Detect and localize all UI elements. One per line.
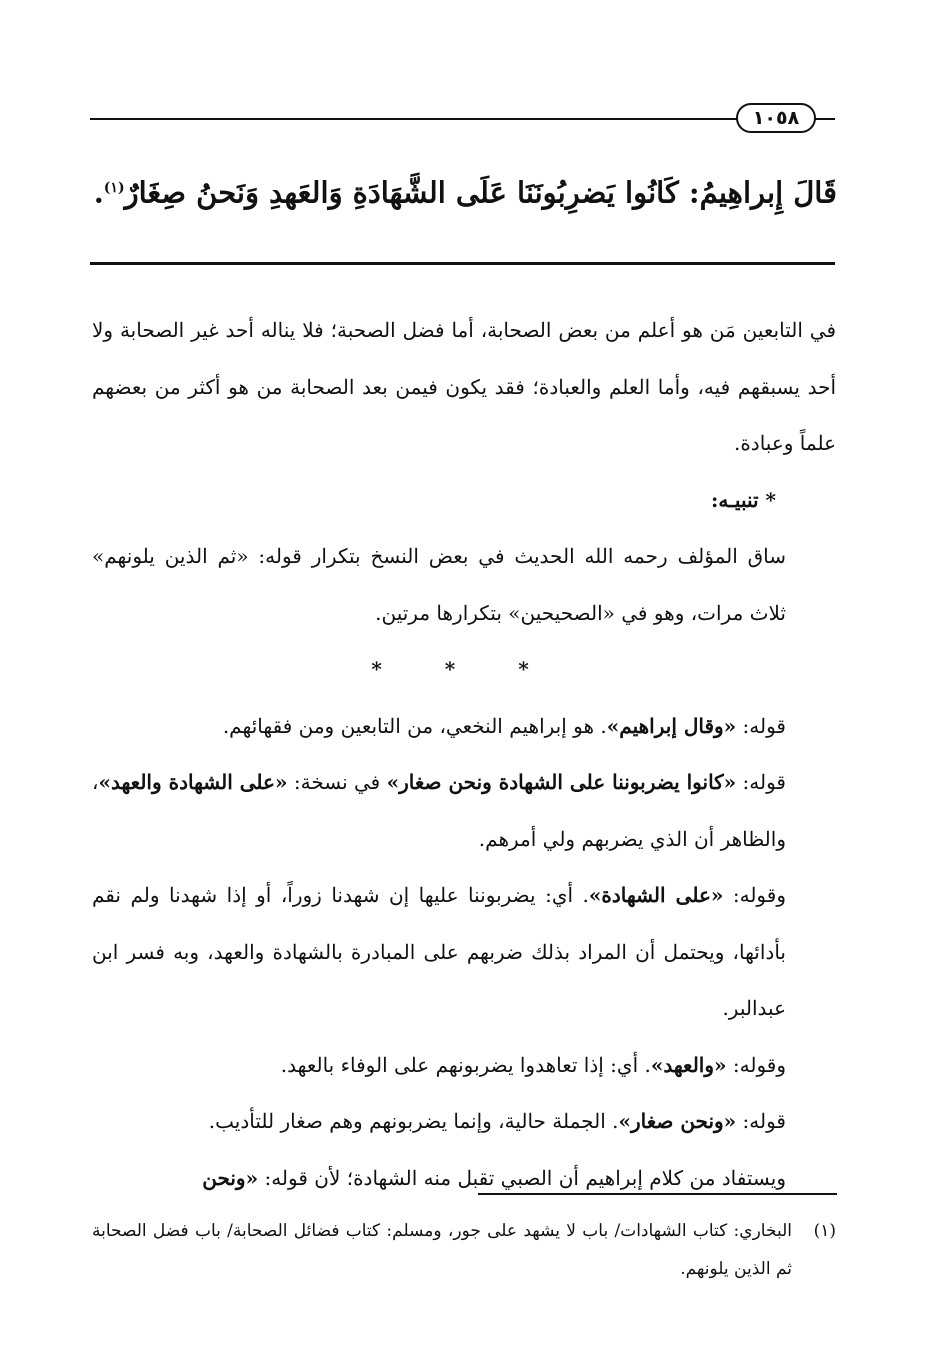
p3-rest: . هو إبراهيم النخعي، من التابعين ومن فقهائهم.	[222, 713, 607, 738]
p6-rest: . أي: إذا تعاهدوا يضربونهم على الوفاء بالعهد.	[280, 1052, 651, 1077]
p7-lead: قوله:	[736, 1109, 786, 1133]
p3-lead: قوله:	[736, 713, 786, 738]
p5-rest: . أي: يضربوننا عليها إن شهدنا زوراً، أو إذا شهدنا ولم نقم بأدائها، ويحتمل أن المراد بذلك ضربهم على المبادرة بالشهادة والعهد، وبه فسر ابن عبدالبر.	[92, 883, 786, 1020]
hadith-end: .	[93, 175, 104, 210]
paragraph-4	[92, 754, 836, 867]
notice-heading: * تنبيـه:	[710, 487, 776, 512]
paragraph-6	[92, 1037, 836, 1094]
commentary-body	[92, 302, 836, 1206]
p4-mid: في نسخة:	[287, 770, 387, 794]
paragraph-3	[92, 698, 836, 755]
p6-lead: وقوله:	[726, 1052, 786, 1077]
paragraph-8	[92, 1150, 836, 1207]
paragraph-2: ساق المؤلف رحمه الله الحديث في بعض النسخ بتكرار قوله: «ثم الذين يلونهم» ثلاث مرات، وهو في «الصحيحين» بتكرارها مرتين.	[92, 544, 786, 625]
p4-rest: ، والظاهر أن الذي يضربهم ولي أمرهم.	[92, 770, 786, 851]
p4-quote-1: «كانوا يضربوننا على الشهادة ونحن صغار»	[386, 770, 737, 794]
footnote-text: البخاري: كتاب الشهادات/ باب لا يشهد على جور، ومسلم: كتاب فضائل الصحابة/ باب فضل الصحابة ثم الذين يلونهم.	[92, 1221, 792, 1279]
p8-text: ويستفاد من كلام إبراهيم أن الصبي تقبل منه الشهادة؛ لأن قوله:	[258, 1165, 786, 1190]
p3-quote: «وقال إبراهيم»	[606, 713, 737, 738]
footnote-rule	[478, 1193, 837, 1195]
paragraph-7	[92, 1093, 836, 1150]
p8-quote: «ونحن	[202, 1165, 259, 1190]
p4-quote-2: «على الشهادة والعهد»	[98, 770, 288, 794]
hadith-rule	[90, 262, 835, 265]
footnote-item	[92, 1212, 836, 1288]
hadith-heading	[92, 166, 837, 215]
footnote-marker: (١)	[103, 180, 125, 196]
page-number: ١٠٥٨	[736, 103, 816, 133]
paragraph-5	[92, 867, 836, 1037]
p7-quote: «ونحن صغار»	[618, 1109, 737, 1133]
footnotes	[92, 1212, 836, 1288]
p5-quote: «على الشهادة»	[588, 883, 724, 907]
p7-rest: . الجملة حالية، وإنما يضربونهم وهم صغار للتأديب.	[208, 1109, 619, 1133]
footnote-number: (١)	[813, 1221, 836, 1241]
paragraph-1: في التابعين مَن هو أعلم من بعض الصحابة، أما فضل الصحبة؛ فلا يناله أحد غير الصحابة ولا أحد يسبقهم فيه، وأما العلم والعبادة؛ فقد يكون فيمن بعد الصحابة من هو أكثر من بعضهم علماً وعبادة.	[92, 318, 836, 455]
p5-lead: وقوله:	[723, 883, 786, 907]
header-rule	[90, 118, 835, 120]
p4-lead: قوله:	[736, 770, 786, 794]
hadith-text: قَالَ إِبراهِيمُ: كَانُوا يَضرِبُونَنَا عَلَى الشَّهَادَةِ وَالعَهدِ وَنَحنُ صِغَارٌ	[124, 175, 837, 210]
section-divider-stars: * * *	[371, 657, 557, 681]
p6-quote: «والعهد»	[650, 1052, 727, 1077]
